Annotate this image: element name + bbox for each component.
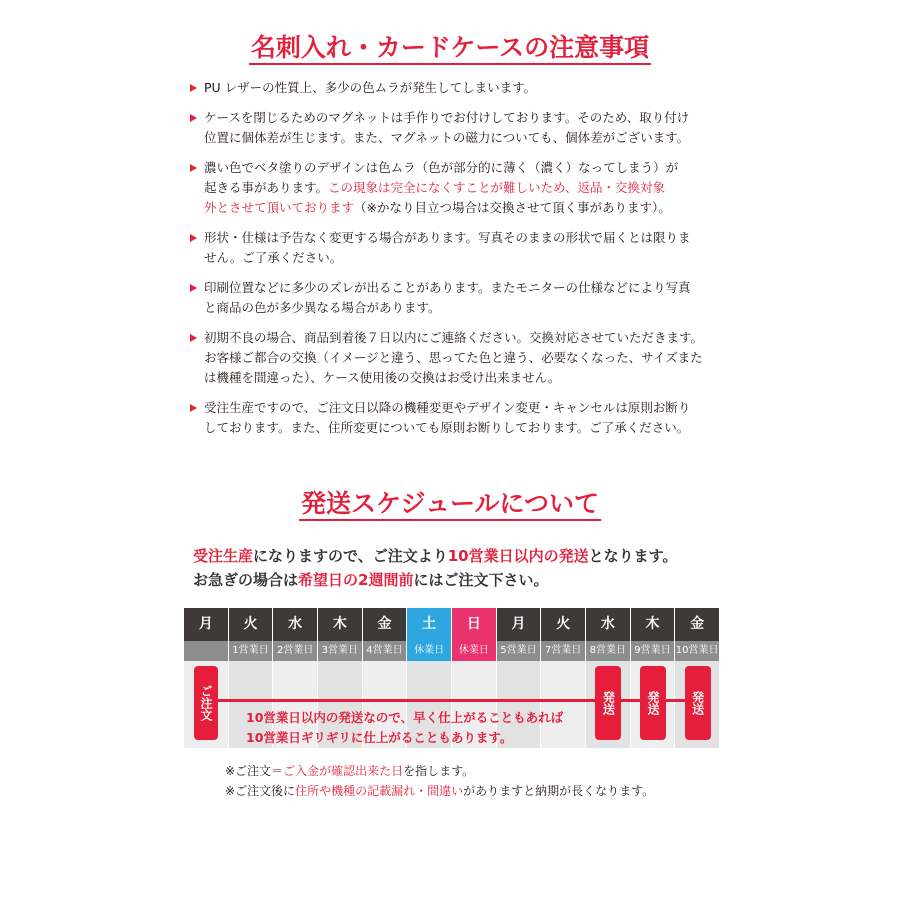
text-segment: がありますと納期が長くなります。: [463, 784, 655, 798]
text-segment: を指します。: [403, 764, 475, 778]
weekday-header: 水: [586, 608, 630, 641]
triangle-bullet-icon: [190, 404, 197, 412]
highlight-text: 10営業日以内の発送: [447, 547, 589, 565]
text-segment: 位置に個体差が生じます。また、マグネットの磁力についても、個体差がございます。: [204, 130, 690, 145]
business-day-label: [184, 641, 228, 661]
text-segment: 起きる事があります。: [204, 180, 329, 195]
triangle-bullet-icon: [190, 334, 197, 342]
caution-line: [204, 328, 730, 348]
caution-line: [204, 368, 730, 388]
caution-item: [190, 328, 730, 388]
footnote-line: [225, 781, 654, 801]
highlight-text: ご入金が確認出来た日: [283, 764, 404, 778]
weekday-header: 月: [184, 608, 228, 641]
highlight-text: この現象は完全になくすことが難しいため、返品・交換対象: [328, 180, 666, 195]
weekday-header: 日: [452, 608, 496, 641]
text-segment: にはご注文下さい。: [413, 571, 549, 589]
triangle-bullet-icon: [190, 234, 197, 242]
text-segment: お客様ご都合の交換（イメージと違う、思ってた色と違う、必要なくなった、サイズまた: [204, 350, 703, 365]
weekday-header: 水: [273, 608, 317, 641]
order-marker: ご注文: [194, 666, 218, 740]
triangle-bullet-icon: [190, 284, 197, 292]
caution-line: [204, 128, 730, 148]
caution-item: [190, 228, 730, 268]
business-day-label: 3営業日: [318, 641, 362, 661]
timeline-line: [214, 699, 704, 702]
weekday-header: 金: [675, 608, 719, 641]
weekday-header: 火: [541, 608, 585, 641]
text-segment: ※ご注文＝: [225, 764, 284, 778]
business-day-label: 8営業日: [586, 641, 630, 661]
highlight-text: 住所や機種の記載漏れ・間違い: [295, 784, 464, 798]
weekday-header: 木: [318, 608, 362, 641]
weekday-header: 火: [229, 608, 273, 641]
highlight-text: 外とさせて頂いております: [204, 200, 355, 215]
intro-line: [193, 544, 677, 568]
text-segment: 形状・仕様は予告なく変更する場合があります。写真そのままの形状で届くとは限りま: [204, 230, 691, 245]
caution-line: [204, 278, 730, 298]
caution-line: [204, 108, 730, 128]
ship-marker: 発送: [595, 666, 621, 740]
business-day-label: 7営業日: [541, 641, 585, 661]
business-day-label: 2営業日: [273, 641, 317, 661]
explanation-line: 10営業日以内の発送なので、早く仕上がることもあれば: [246, 710, 564, 725]
text-segment: ※ご注文後に: [225, 784, 296, 798]
caution-line: [204, 158, 730, 178]
text-segment: しております。また、住所変更についても原則お断りしております。ご了承ください。: [204, 420, 690, 435]
business-day-label: 休業日: [452, 641, 496, 661]
triangle-bullet-icon: [190, 114, 197, 122]
caution-item: [190, 158, 730, 218]
business-day-label: 5営業日: [497, 641, 541, 661]
ship-marker: 発送: [640, 666, 666, 740]
schedule-title: 発送スケジュールについて: [0, 484, 900, 520]
intro-line: [193, 568, 677, 592]
text-segment: 初期不良の場合、商品到着後７日以内にご連絡ください。交換対応させていただきます。: [204, 330, 704, 345]
text-segment: お急ぎの場合は: [193, 571, 299, 589]
highlight-text: 希望日の2週間前: [298, 571, 414, 589]
business-day-label: 4営業日: [363, 641, 407, 661]
explanation-line: 10営業日ギリギリに仕上がることもあります。: [246, 730, 513, 745]
caution-item: [190, 398, 730, 438]
schedule-calendar: [184, 608, 720, 748]
caution-list: [190, 78, 730, 448]
footnotes: [225, 761, 654, 801]
text-segment: と商品の色が多少異なる場合があります。: [204, 300, 441, 315]
caution-item: [190, 278, 730, 318]
ship-marker: 発送: [685, 666, 711, 740]
footnote-line: [225, 761, 654, 781]
caution-item: [190, 78, 730, 98]
business-day-label: 10営業日: [675, 641, 719, 661]
text-segment: 受注生産ですので、ご注文日以降の機種変更やデザイン変更・キャンセルは原則お断り: [204, 400, 691, 415]
text-segment: PU レザーの性質上、多少の色ムラが発生してしまいます。: [204, 80, 537, 95]
triangle-bullet-icon: [190, 164, 197, 172]
business-day-label: 1営業日: [229, 641, 273, 661]
timeline-explanation: [246, 708, 563, 748]
caution-line: [204, 198, 730, 218]
caution-line: [204, 418, 730, 438]
text-segment: せん。ご了承ください。: [204, 250, 343, 265]
caution-line: [204, 348, 730, 368]
weekday-header: 月: [497, 608, 541, 641]
caution-line: [204, 248, 730, 268]
weekday-header: 金: [363, 608, 407, 641]
caution-line: [204, 78, 730, 98]
weekday-header: 木: [631, 608, 675, 641]
caution-line: [204, 398, 730, 418]
caution-line: [204, 298, 730, 318]
business-day-label: 休業日: [407, 641, 451, 661]
caution-item: [190, 108, 730, 148]
text-segment: （※かなり目立つ場合は交換させて頂く事があります）。: [354, 200, 671, 215]
text-segment: 印刷位置などに多少のズレが出ることがあります。またモニターの仕様などにより写真: [204, 280, 691, 295]
text-segment: は機種を間違った）、ケース使用後の交換はお受け出来ません。: [204, 370, 561, 385]
schedule-intro: [193, 544, 677, 592]
caution-line: [204, 228, 730, 248]
business-day-label: 9営業日: [631, 641, 675, 661]
text-segment: 濃い色でベタ塗りのデザインは色ムラ（色が部分的に薄く（濃く）なってしまう）が: [204, 160, 679, 175]
text-segment: ケースを閉じるためのマグネットは手作りでお付けしております。そのため、取り付け: [204, 110, 690, 125]
caution-line: [204, 178, 730, 198]
text-segment: となります。: [588, 547, 678, 565]
text-segment: になりますので、ご注文より: [253, 547, 448, 565]
weekday-header: 土: [407, 608, 451, 641]
caution-title: 名刺入れ・カードケースの注意事項: [0, 28, 900, 64]
highlight-text: 受注生産: [193, 547, 254, 565]
triangle-bullet-icon: [190, 84, 197, 92]
